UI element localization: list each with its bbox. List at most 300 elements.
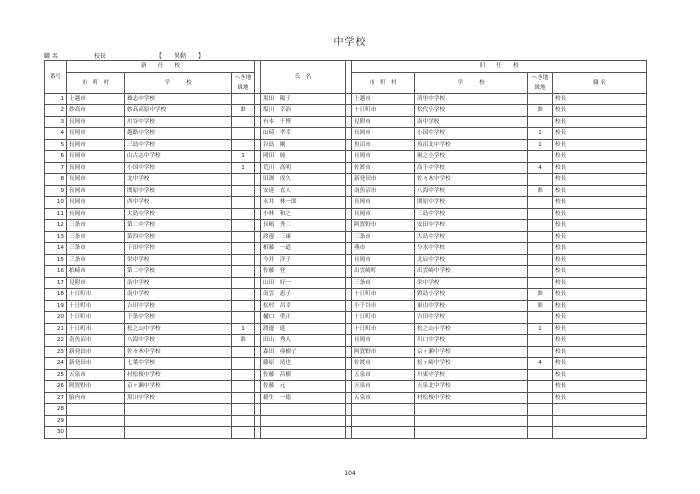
table-row <box>45 231 647 243</box>
name-cell: 有本 千博 <box>261 116 346 128</box>
row-number: 30 <box>45 427 67 439</box>
new-city-cell: 長岡市 <box>67 174 125 186</box>
header-old-city: 市 町 村 <box>352 72 415 93</box>
table-row <box>45 116 647 128</box>
old-school-cell: 三島中学校 <box>415 208 528 220</box>
old-remote-grade-cell <box>528 220 553 232</box>
old-school-cell: 松之山小学校 <box>415 323 528 335</box>
row-number: 24 <box>45 358 67 370</box>
old-city-cell: 佐渡市 <box>352 358 415 370</box>
new-city-cell: 長岡市 <box>67 128 125 140</box>
new-city-cell: 新発田市 <box>67 346 125 358</box>
old-remote-grade-cell <box>528 93 553 105</box>
new-remote-grade-cell <box>232 254 255 266</box>
new-city-cell: 三条市 <box>67 231 125 243</box>
new-city-cell: 三条市 <box>67 220 125 232</box>
new-school-cell: 第二中学校 <box>125 266 232 278</box>
header-new-remote-grade: へき地 級地 <box>232 72 255 93</box>
job-title-line <box>44 51 240 60</box>
job-label: 職 名 <box>44 53 58 60</box>
new-city-cell: 南魚沼市 <box>67 335 125 347</box>
new-city-cell: 長岡市 <box>67 197 125 209</box>
old-remote-grade-cell: 1 <box>528 128 553 140</box>
table-row <box>45 162 647 174</box>
name-cell <box>261 404 346 416</box>
new-school-cell: 佐々木中学校 <box>125 346 232 358</box>
new-school-cell: 京ヶ瀬中学校 <box>125 381 232 393</box>
new-remote-grade-cell: 1 <box>232 323 255 335</box>
new-city-cell: 長岡市 <box>67 139 125 151</box>
new-city-cell: 長岡市 <box>67 208 125 220</box>
old-remote-grade-cell <box>528 197 553 209</box>
name-cell: 永井 林一郎 <box>261 197 346 209</box>
table-row <box>45 208 647 220</box>
old-school-cell: 堀之小学校 <box>415 151 528 163</box>
old-city-cell: 新発田市 <box>352 174 415 186</box>
old-city-cell: 長岡市 <box>352 151 415 163</box>
old-remote-grade-cell <box>528 254 553 266</box>
position-cell: 校長 <box>553 208 647 220</box>
row-number: 22 <box>45 335 67 347</box>
name-cell: 森田 亜樹子 <box>261 346 346 358</box>
new-city-cell: 十日町市 <box>67 323 125 335</box>
old-remote-grade-cell <box>528 335 553 347</box>
table-row <box>45 105 647 117</box>
new-remote-grade-cell <box>232 243 255 255</box>
old-city-cell: 長岡市 <box>352 254 415 266</box>
new-school-cell: 栄中学校 <box>125 254 232 266</box>
new-city-cell: 三条市 <box>67 243 125 255</box>
table-row <box>45 139 647 151</box>
name-cell: 長嶋 秀二 <box>261 220 346 232</box>
new-remote-grade-cell: 准 <box>232 105 255 117</box>
new-school-cell: 村松桜中学校 <box>125 369 232 381</box>
old-remote-grade-cell <box>528 174 553 186</box>
new-school-cell <box>125 427 232 439</box>
new-city-cell: 胎内市 <box>67 392 125 404</box>
old-school-cell: 栄中学校 <box>415 277 528 289</box>
old-school-cell <box>415 404 528 416</box>
name-cell: 山碕 孝幸 <box>261 128 346 140</box>
position-cell <box>553 404 647 416</box>
name-cell: 佐藤 登 <box>261 266 346 278</box>
name-cell: 南雲 恵子 <box>261 289 346 301</box>
new-school-cell: 小国中学校 <box>125 162 232 174</box>
header-old-school-name: 学 校 <box>415 72 528 93</box>
row-number: 3 <box>45 116 67 128</box>
old-school-cell: 魚沼北中学校 <box>415 139 528 151</box>
old-remote-grade-cell <box>528 381 553 393</box>
new-remote-grade-cell <box>232 93 255 105</box>
name-cell: 黒田 陽子 <box>261 93 346 105</box>
old-remote-grade-cell <box>528 392 553 404</box>
old-school-cell: 八海中学校 <box>415 185 528 197</box>
position-cell: 校長 <box>553 300 647 312</box>
old-school-cell: 京ヶ瀬中学校 <box>415 346 528 358</box>
position-cell: 校長 <box>553 128 647 140</box>
old-remote-grade-cell: 准 <box>528 185 553 197</box>
position-cell: 校長 <box>553 346 647 358</box>
old-city-cell: 長岡市 <box>352 128 415 140</box>
old-school-cell: 松ヶ崎中学校 <box>415 358 528 370</box>
row-number: 15 <box>45 254 67 266</box>
old-school-cell: 南中学校 <box>415 116 528 128</box>
row-number: 10 <box>45 197 67 209</box>
header-old-school: 旧 任 校 <box>352 61 647 73</box>
old-city-cell: 上越市 <box>352 93 415 105</box>
new-city-cell: 十日町市 <box>67 289 125 301</box>
new-school-cell: 三島中学校 <box>125 139 232 151</box>
new-city-cell: 柏崎市 <box>67 266 125 278</box>
new-school-cell: 黒川中学校 <box>125 392 232 404</box>
new-city-cell <box>67 404 125 416</box>
new-school-cell: 下田中学校 <box>125 243 232 255</box>
table-row <box>45 197 647 209</box>
row-number: 13 <box>45 231 67 243</box>
table-row <box>45 427 647 439</box>
new-remote-grade-cell <box>232 358 255 370</box>
old-remote-grade-cell <box>528 312 553 324</box>
new-remote-grade-cell <box>232 277 255 289</box>
new-remote-grade-cell <box>232 346 255 358</box>
old-city-cell: 阿賀野市 <box>352 346 415 358</box>
new-remote-grade-cell <box>232 312 255 324</box>
new-city-cell: 見附市 <box>67 277 125 289</box>
old-city-cell <box>352 404 415 416</box>
new-school-cell <box>125 415 232 427</box>
name-cell: 藤原 靖也 <box>261 358 346 370</box>
new-city-cell: 十日町市 <box>67 312 125 324</box>
position-cell <box>553 415 647 427</box>
old-city-cell: 長岡市 <box>352 335 415 347</box>
name-cell: 田渕 成久 <box>261 174 346 186</box>
row-number: 21 <box>45 323 67 335</box>
old-remote-grade-cell <box>528 415 553 427</box>
old-school-cell: 東山中学校 <box>415 300 528 312</box>
old-city-cell: 燕市 <box>352 243 415 255</box>
row-number: 12 <box>45 220 67 232</box>
row-number: 9 <box>45 185 67 197</box>
old-school-cell: 清里中学校 <box>415 93 528 105</box>
new-remote-grade-cell <box>232 128 255 140</box>
new-city-cell: 長岡市 <box>67 185 125 197</box>
old-city-cell: 小千谷市 <box>352 300 415 312</box>
table-row <box>45 300 647 312</box>
old-city-cell: 南魚沼市 <box>352 185 415 197</box>
name-cell: 佐藤 昌樹 <box>261 369 346 381</box>
row-number: 18 <box>45 289 67 301</box>
name-cell: 谷島 剛 <box>261 139 346 151</box>
new-remote-grade-cell <box>232 369 255 381</box>
name-cell: 岡田 純 <box>261 151 346 163</box>
old-remote-grade-cell <box>528 427 553 439</box>
new-city-cell <box>67 415 125 427</box>
old-school-cell: 北辰中学校 <box>415 254 528 266</box>
old-remote-grade-cell <box>528 151 553 163</box>
name-cell: 松村 昌幸 <box>261 300 346 312</box>
new-remote-grade-cell <box>232 404 255 416</box>
new-remote-grade-cell <box>232 381 255 393</box>
old-remote-grade-cell <box>528 277 553 289</box>
old-school-cell <box>415 427 528 439</box>
name-cell: 塩川 幸治 <box>261 105 346 117</box>
row-number: 11 <box>45 208 67 220</box>
roster-body <box>45 93 647 438</box>
old-school-cell: 松代小学校 <box>415 105 528 117</box>
new-remote-grade-cell: 1 <box>232 162 255 174</box>
new-school-cell <box>125 404 232 416</box>
table-row <box>45 404 647 416</box>
table-row <box>45 381 647 393</box>
new-remote-grade-cell <box>232 427 255 439</box>
old-remote-grade-cell <box>528 208 553 220</box>
new-school-cell: 雄志中学校 <box>125 93 232 105</box>
header-name: 氏 名 <box>261 61 346 94</box>
position-cell: 校長 <box>553 392 647 404</box>
row-number: 7 <box>45 162 67 174</box>
name-cell: 佐藤 元 <box>261 381 346 393</box>
old-school-cell: 小国中学校 <box>415 128 528 140</box>
new-remote-grade-cell <box>232 392 255 404</box>
old-city-cell: 十日町市 <box>352 289 415 301</box>
row-number: 5 <box>45 139 67 151</box>
name-cell: 稲生 一徳 <box>261 392 346 404</box>
old-school-cell: 高千中学校 <box>415 162 528 174</box>
new-remote-grade-cell <box>232 185 255 197</box>
old-city-cell: 見附市 <box>352 116 415 128</box>
new-city-cell: 長岡市 <box>67 116 125 128</box>
header-new-school: 新 任 校 <box>67 61 255 73</box>
new-remote-grade-cell <box>232 231 255 243</box>
old-school-cell: 川東中学校 <box>415 369 528 381</box>
old-remote-grade-cell <box>528 404 553 416</box>
old-city-cell: 佐渡市 <box>352 162 415 174</box>
position-cell: 校長 <box>553 174 647 186</box>
new-city-cell <box>67 427 125 439</box>
name-cell: 荒川 高明 <box>261 162 346 174</box>
table-row <box>45 185 647 197</box>
name-cell: 安達 直人 <box>261 185 346 197</box>
header-row-groups <box>45 61 647 73</box>
new-remote-grade-cell <box>232 220 255 232</box>
row-number: 28 <box>45 404 67 416</box>
position-cell: 校長 <box>553 369 647 381</box>
row-number: 29 <box>45 415 67 427</box>
new-city-cell: 長岡市 <box>67 151 125 163</box>
old-remote-grade-cell <box>528 369 553 381</box>
table-row <box>45 266 647 278</box>
old-city-cell: 十日町市 <box>352 323 415 335</box>
header-number: 番号 <box>45 61 67 94</box>
table-row <box>45 174 647 186</box>
row-number: 1 <box>45 93 67 105</box>
old-school-cell: 佐々木中学校 <box>415 174 528 186</box>
old-city-cell: 十日町市 <box>352 312 415 324</box>
position-cell: 校長 <box>553 185 647 197</box>
table-row <box>45 151 647 163</box>
page-number: 104 <box>344 470 356 477</box>
name-cell: 渡邊 三康 <box>261 231 346 243</box>
table-row <box>45 312 647 324</box>
new-remote-grade-cell: 准 <box>232 335 255 347</box>
old-remote-grade-cell: 准 <box>528 289 553 301</box>
row-number: 17 <box>45 277 67 289</box>
position-cell: 校長 <box>553 105 647 117</box>
row-number: 2 <box>45 105 67 117</box>
new-remote-grade-cell <box>232 174 255 186</box>
old-school-cell: 出雲崎中学校 <box>415 266 528 278</box>
new-city-cell: 妙高市 <box>67 105 125 117</box>
new-school-cell: 松之山中学校 <box>125 323 232 335</box>
new-school-cell: 関原中学校 <box>125 185 232 197</box>
position-cell <box>553 427 647 439</box>
new-remote-grade-cell <box>232 415 255 427</box>
new-city-cell: 阿賀野市 <box>67 381 125 393</box>
position-cell: 校長 <box>553 116 647 128</box>
new-school-cell: 七葉中学校 <box>125 358 232 370</box>
table-row <box>45 277 647 289</box>
position-cell: 校長 <box>553 277 647 289</box>
old-city-cell: 三条市 <box>352 231 415 243</box>
new-school-cell: 山古志中学校 <box>125 151 232 163</box>
new-city-cell: 十日町市 <box>67 300 125 312</box>
new-school-cell: 吉田中学校 <box>125 300 232 312</box>
job-value: 校長 <box>94 53 107 60</box>
header-old-remote-grade: へき地 級地 <box>528 72 553 93</box>
position-cell: 校長 <box>553 243 647 255</box>
position-cell: 校長 <box>553 93 647 105</box>
row-number: 16 <box>45 266 67 278</box>
new-school-cell: 西中学校 <box>125 197 232 209</box>
row-number: 4 <box>45 128 67 140</box>
old-city-cell: 十日町市 <box>352 105 415 117</box>
old-school-cell: 分水中学校 <box>415 243 528 255</box>
position-cell: 校長 <box>553 266 647 278</box>
old-remote-grade-cell: 1 <box>528 139 553 151</box>
row-number: 27 <box>45 392 67 404</box>
transfer-bracket: 【 異動 】 <box>156 53 205 60</box>
table-row <box>45 243 647 255</box>
old-school-cell: 関原中学校 <box>415 197 528 209</box>
name-cell <box>261 427 346 439</box>
new-school-cell: 下条中学校 <box>125 312 232 324</box>
position-cell: 校長 <box>553 162 647 174</box>
header-new-city: 市 町 村 <box>67 72 125 93</box>
old-city-cell: 魚沼市 <box>352 139 415 151</box>
table-row <box>45 358 647 370</box>
new-remote-grade-cell <box>232 300 255 312</box>
position-cell: 校長 <box>553 151 647 163</box>
position-cell: 校長 <box>553 358 647 370</box>
name-cell: 小林 和之 <box>261 208 346 220</box>
new-remote-grade-cell <box>232 197 255 209</box>
position-cell: 校長 <box>553 197 647 209</box>
new-remote-grade-cell <box>232 139 255 151</box>
old-remote-grade-cell: 4 <box>528 358 553 370</box>
new-city-cell: 三条市 <box>67 254 125 266</box>
new-city-cell: 上越市 <box>67 93 125 105</box>
new-city-cell: 五泉市 <box>67 369 125 381</box>
old-remote-grade-cell: 1 <box>528 323 553 335</box>
new-school-cell: 南中学校 <box>125 277 232 289</box>
old-city-cell: 三条市 <box>352 277 415 289</box>
table-row <box>45 346 647 358</box>
new-school-cell: 南中学校 <box>125 289 232 301</box>
old-school-cell: 吉田中学校 <box>415 312 528 324</box>
old-remote-grade-cell <box>528 231 553 243</box>
new-city-cell: 長岡市 <box>67 162 125 174</box>
name-cell: 山田 好一 <box>261 277 346 289</box>
old-remote-grade-cell <box>528 116 553 128</box>
name-cell: 今井 洋子 <box>261 254 346 266</box>
table-row <box>45 335 647 347</box>
name-cell: 田山 秀人 <box>261 335 346 347</box>
old-school-cell: 五泉北中学校 <box>415 381 528 393</box>
row-number: 14 <box>45 243 67 255</box>
new-school-cell: 八海中学校 <box>125 335 232 347</box>
position-cell: 校長 <box>553 254 647 266</box>
header-new-school-name: 学 校 <box>125 72 232 93</box>
new-remote-grade-cell <box>232 289 255 301</box>
old-city-cell: 阿賀野市 <box>352 220 415 232</box>
old-city-cell: 長岡市 <box>352 208 415 220</box>
old-school-cell: 村松桜中学校 <box>415 392 528 404</box>
old-remote-grade-cell: 4 <box>528 162 553 174</box>
position-cell: 校長 <box>553 312 647 324</box>
old-city-cell <box>352 415 415 427</box>
old-remote-grade-cell <box>528 346 553 358</box>
personnel-roster-table <box>44 60 647 439</box>
old-city-cell: 五泉市 <box>352 392 415 404</box>
position-cell: 校長 <box>553 381 647 393</box>
row-number: 26 <box>45 381 67 393</box>
old-city-cell: 五泉市 <box>352 381 415 393</box>
row-number: 25 <box>45 369 67 381</box>
position-cell: 校長 <box>553 323 647 335</box>
old-remote-grade-cell <box>528 243 553 255</box>
new-school-cell: 妙高高原中学校 <box>125 105 232 117</box>
old-school-cell: 鐙島小学校 <box>415 289 528 301</box>
old-school-cell: 大島中学校 <box>415 231 528 243</box>
old-city-cell: 五泉市 <box>352 369 415 381</box>
new-city-cell: 新発田市 <box>67 358 125 370</box>
new-remote-grade-cell <box>232 208 255 220</box>
new-school-cell: 川谷中学校 <box>125 116 232 128</box>
header-position: 職 名 <box>553 72 647 93</box>
old-city-cell: 長岡市 <box>352 197 415 209</box>
row-number: 20 <box>45 312 67 324</box>
new-school-cell: 越路中学校 <box>125 128 232 140</box>
position-cell: 校長 <box>553 289 647 301</box>
position-cell: 校長 <box>553 220 647 232</box>
table-row <box>45 392 647 404</box>
new-remote-grade-cell <box>232 116 255 128</box>
page-title: 中学校 <box>333 37 367 48</box>
name-cell: 樋口 重正 <box>261 312 346 324</box>
old-city-cell <box>352 427 415 439</box>
new-school-cell: 第二中学校 <box>125 220 232 232</box>
new-school-cell: 第四中学校 <box>125 231 232 243</box>
position-cell: 校長 <box>553 139 647 151</box>
old-remote-grade-cell: 准 <box>528 105 553 117</box>
old-city-cell: 出雲崎町 <box>352 266 415 278</box>
row-number: 6 <box>45 151 67 163</box>
table-row <box>45 93 647 105</box>
old-remote-grade-cell <box>528 266 553 278</box>
table-row <box>45 220 647 232</box>
new-school-cell: 北中学校 <box>125 174 232 186</box>
name-cell: 相藤 一道 <box>261 243 346 255</box>
